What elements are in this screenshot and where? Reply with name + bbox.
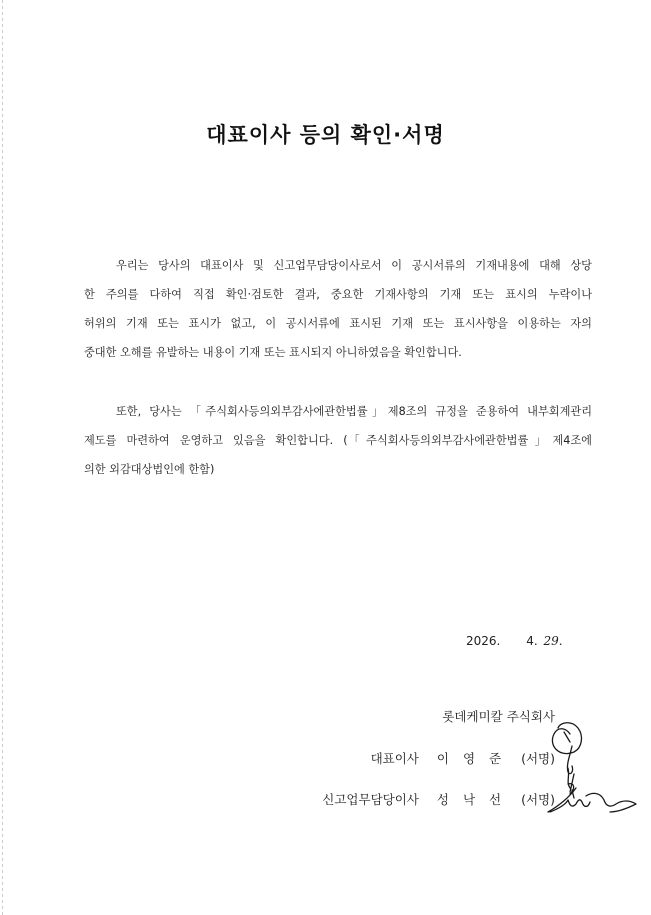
paragraph-line: 허위의 기재 또는 표시가 없고, 이 공시서류에 표시된 기재 또는 표시사항을 이용하는 자의 <box>84 317 592 330</box>
signer-role: 대표이사 <box>370 751 419 766</box>
signature-mark-label: (서명) <box>521 792 555 807</box>
paragraph-line: 제도를 마련하여 운영하고 있음을 확인합니다. (「주식회사등의외부감사에관한법률」제4조에 <box>84 434 592 447</box>
signer-name: 이영준 <box>436 751 516 766</box>
document-date <box>466 634 563 648</box>
date-day-handwritten: 29. <box>543 634 563 648</box>
signer-ceo <box>371 749 555 767</box>
paragraph-line: 우리는 당사의 대표이사 및 신고업무담당이사로서 이 공시서류의 기재내용에 대해 상당 <box>116 259 592 272</box>
paragraph-line: 중대한 오해를 유발하는 내용이 기재 또는 표시되지 아니하였음을 확인합니다. <box>84 346 462 359</box>
date-month: 4. <box>526 634 538 648</box>
company-name: 롯데케미칼 주식회사 <box>442 709 555 724</box>
handwritten-signature-icon <box>540 712 640 822</box>
paragraph-line: 한 주의를 다하여 직접 확인·검토한 결과, 중요한 기재사항의 기재 또는 표시의 누락이나 <box>84 288 592 301</box>
signature-mark-label: (서명) <box>521 751 555 766</box>
paragraph-line: 의한 외감대상법인에 한함) <box>84 463 215 476</box>
signer-disclosure-officer <box>322 790 555 808</box>
signer-role: 신고업무담당이사 <box>322 792 419 807</box>
paragraph-line: 또한, 당사는 「주식회사등의외부감사에관한법률」제8조의 규정을 준용하여 내부회계관리 <box>116 405 592 418</box>
date-year: 2026. <box>466 634 501 648</box>
signer-name: 성낙선 <box>436 792 516 807</box>
page-title: 대표이사 등의 확인·서명 <box>206 123 445 147</box>
